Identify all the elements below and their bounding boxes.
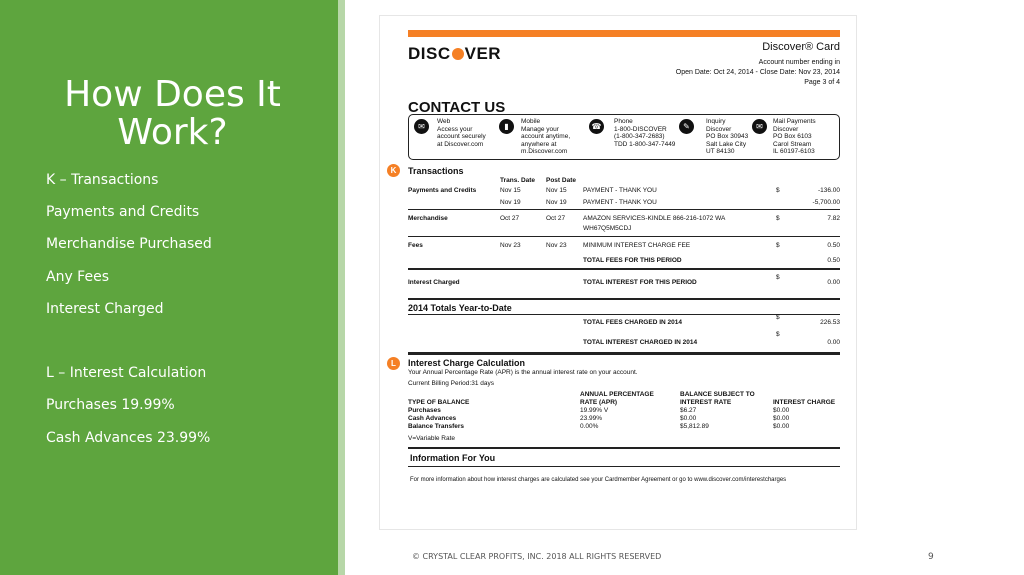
orange-header-bar <box>408 30 840 37</box>
balance-apr: 23.99% <box>580 415 603 422</box>
col-interest-charge: INTEREST CHARGE <box>773 399 836 406</box>
balance-type: Balance Transfers <box>408 423 465 430</box>
statement-image <box>379 15 857 530</box>
bullet-item: Purchases 19.99% <box>46 397 175 414</box>
info-heading: Information For You <box>410 453 496 463</box>
col-apr: ANNUAL PERCENTAGE RATE (APR) <box>580 391 654 406</box>
ytd-interest-amount: 0.00 <box>827 339 840 346</box>
row-currency: $ <box>776 215 780 222</box>
balance-interest: $0.00 <box>773 415 790 422</box>
balance-apr: 19.99% V <box>580 407 609 414</box>
pen-icon: ✎ <box>679 119 694 134</box>
mobile-icon: ▮ <box>499 119 514 134</box>
info-text: For more information about how interest charges are calculated see your Cardmember Agreement or go to www.discover.com/interestcharges <box>410 477 787 483</box>
bullet-spacer <box>46 331 212 363</box>
row-category: Payments and Credits <box>408 187 477 194</box>
bullet-list <box>46 170 212 460</box>
divider <box>408 447 840 449</box>
contact-web: Web Access your account securely at Discover.com <box>437 118 486 148</box>
row-post-date: Nov 19 <box>546 199 567 206</box>
bullet-item: L – Interest Calculation <box>46 365 207 382</box>
interest-charged-label: Interest Charged <box>408 279 460 286</box>
ytd-heading: 2014 Totals Year-to-Date <box>408 303 512 313</box>
ytd-interest-label: TOTAL INTEREST CHARGED IN 2014 <box>583 339 698 346</box>
row-description: AMAZON SERVICES-KINDLE 866-216-1072 WA <box>583 215 726 222</box>
ytd-fees-amount: 226.53 <box>820 319 840 326</box>
bullet-item: K – Transactions <box>46 172 159 188</box>
total-interest-amount: 0.00 <box>827 279 840 286</box>
divider <box>408 268 840 270</box>
row-amount: -136.00 <box>817 187 840 194</box>
discover-logo: DISC VER <box>408 44 502 63</box>
col-trans-date: Trans. Date <box>500 177 536 184</box>
row-trans-date: Oct 27 <box>500 215 520 222</box>
row-description: PAYMENT - THANK YOU <box>583 187 657 194</box>
bullet-item: Merchandise Purchased <box>46 236 212 253</box>
row-currency: $ <box>776 242 780 249</box>
ytd-interest-currency: $ <box>776 331 780 338</box>
row-amount: 7.82 <box>827 215 840 222</box>
k-badge: K <box>387 164 400 177</box>
balance-interest: $0.00 <box>773 407 790 414</box>
row-amount: 0.50 <box>827 242 840 249</box>
bullet-item: Cash Advances 23.99% <box>46 429 211 446</box>
row-category: Fees <box>408 242 423 249</box>
slide-title: How Does It Work? <box>64 74 281 153</box>
divider <box>408 466 840 467</box>
contact-heading: CONTACT US <box>408 99 506 116</box>
col-post-date: Post Date <box>546 177 576 184</box>
row-trans-date: Nov 15 <box>500 187 521 194</box>
divider <box>408 236 840 237</box>
balance-subject: $0.00 <box>680 415 697 422</box>
mail-icon: ✉ <box>752 119 767 134</box>
web-icon: ✉ <box>414 119 429 134</box>
row-trans-date: Nov 19 <box>500 199 521 206</box>
balance-interest: $0.00 <box>773 423 790 430</box>
billing-period: Current Billing Period:31 days <box>408 380 494 387</box>
balance-subject: $5,812.89 <box>680 423 709 430</box>
col-balance-subject: BALANCE SUBJECT TO INTEREST RATE <box>680 391 755 406</box>
row-description-2: WH67Q5M5CDJ <box>583 225 632 232</box>
interest-calc-heading: Interest Charge Calculation <box>408 358 526 368</box>
sidebar-accent-stripe <box>338 0 345 575</box>
contact-mobile: Mobile Manage your account anytime, anywhere at m.Discover.com <box>521 118 571 155</box>
l-badge: L <box>387 357 400 370</box>
row-description: MINIMUM INTEREST CHARGE FEE <box>583 242 691 249</box>
copyright-footer: © CRYSTAL CLEAR PROFITS, INC. 2018 ALL RIGHTS RESERVED <box>412 552 662 561</box>
total-fees-amount: 0.50 <box>827 257 840 264</box>
row-amount: -5,700.00 <box>812 199 840 206</box>
total-fees-label: TOTAL FEES FOR THIS PERIOD <box>583 257 682 264</box>
bullet-item: Interest Charged <box>46 300 164 317</box>
statement-meta: Account number ending in Open Date: Oct 24, 2014 - Close Date: Nov 23, 2014 Page 3 of 4 <box>675 59 840 86</box>
divider <box>408 209 840 210</box>
slide-number: 9 <box>928 552 934 562</box>
contact-box <box>408 114 840 160</box>
divider <box>408 298 840 300</box>
row-description: PAYMENT - THANK YOU <box>583 199 657 206</box>
row-post-date: Oct 27 <box>546 215 566 222</box>
row-post-date: Nov 23 <box>546 242 567 249</box>
col-type-of-balance: TYPE OF BALANCE <box>408 399 470 406</box>
contact-mail: Mail Payments Discover PO Box 6103 Carol Stream IL 60197-6103 <box>773 118 816 155</box>
bullet-item: Any Fees <box>46 268 109 285</box>
transactions-heading: Transactions <box>408 166 464 176</box>
apr-note: Your Annual Percentage Rate (APR) is the annual interest rate on your account. <box>408 369 638 376</box>
total-interest-currency: $ <box>776 274 780 281</box>
balance-subject: $6.27 <box>680 407 697 414</box>
ytd-fees-currency: $ <box>776 314 780 321</box>
row-trans-date: Nov 23 <box>500 242 521 249</box>
variable-rate-note: V=Variable Rate <box>408 435 456 442</box>
row-currency: $ <box>776 187 780 194</box>
balance-type: Purchases <box>408 407 441 414</box>
row-category: Merchandise <box>408 215 448 222</box>
contact-phone: Phone 1-800-DISCOVER (1-800-347-2683) TDD 1-800-347-7449 <box>614 118 676 148</box>
row-post-date: Nov 15 <box>546 187 567 194</box>
bullet-item: Payments and Credits <box>46 204 200 221</box>
card-label: Discover® Card <box>762 41 840 53</box>
total-interest-label: TOTAL INTEREST FOR THIS PERIOD <box>583 279 697 286</box>
divider <box>408 352 840 355</box>
phone-icon: ☎ <box>589 119 604 134</box>
contact-inquiry: Inquiry Discover PO Box 30943 Salt Lake City UT 84130 <box>706 118 749 155</box>
ytd-fees-label: TOTAL FEES CHARGED IN 2014 <box>583 319 682 326</box>
balance-apr: 0.00% <box>580 423 599 430</box>
balance-type: Cash Advances <box>408 415 457 422</box>
